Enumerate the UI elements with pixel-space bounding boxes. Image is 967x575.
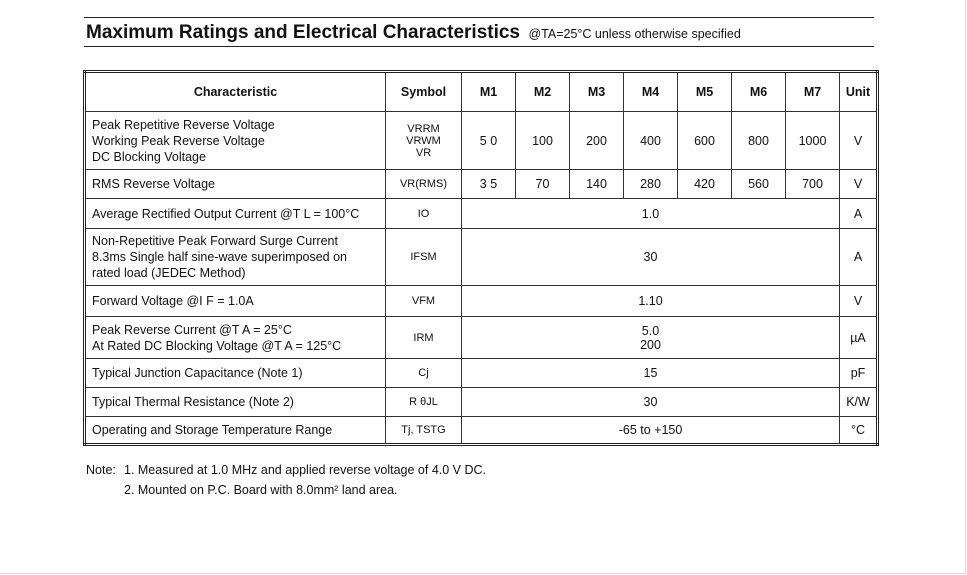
- value-cell-m2: 70: [516, 170, 570, 199]
- symbol-line: VR: [415, 146, 432, 159]
- value-cell-m3: 140: [570, 170, 624, 199]
- table-row: [85, 199, 878, 229]
- symbol-line: IO: [417, 207, 430, 220]
- symbol-line: Cj: [418, 367, 429, 379]
- merged-value-line: 200: [640, 337, 661, 352]
- unit-cell: V: [840, 286, 878, 317]
- value-cell-m7: 700: [786, 170, 840, 199]
- characteristic-line: DC Blocking Voltage: [92, 149, 206, 164]
- characteristic-line: RMS Reverse Voltage: [92, 177, 215, 191]
- header-m5: M5: [678, 72, 732, 112]
- merged-value-line: 15: [643, 366, 658, 380]
- value-cell-m1: 3 5: [462, 170, 516, 199]
- characteristic-line: Working Peak Reverse Voltage: [92, 133, 265, 148]
- symbol-line: IFSM: [410, 251, 437, 263]
- value-cell-m5: 420: [678, 170, 732, 199]
- note-item: 2. Mounted on P.C. Board with 8.0mm² land area.: [124, 483, 398, 497]
- characteristic-line: 8.3ms Single half sine-wave superimposed on: [92, 250, 347, 264]
- characteristic-cell: [85, 170, 386, 199]
- characteristic-cell: [85, 388, 386, 417]
- section-title: Maximum Ratings and Electrical Characteristics: [86, 22, 520, 43]
- title-underline: [84, 46, 874, 47]
- header-m3: M3: [570, 72, 624, 112]
- merged-value-cell: [462, 417, 840, 445]
- table-row: [85, 286, 878, 317]
- value-cell-m2: 100: [516, 112, 570, 170]
- merged-value-cell: [462, 286, 840, 317]
- symbol-cell: [386, 359, 462, 388]
- merged-value-line: 5.0: [641, 323, 660, 338]
- unit-cell: K/W: [840, 388, 878, 417]
- symbol-cell: [386, 317, 462, 359]
- symbol-cell: [386, 229, 462, 286]
- table-row: [85, 417, 878, 445]
- characteristic-cell: [85, 317, 386, 359]
- merged-value-line: 30: [643, 395, 658, 409]
- value-cell-m3: 200: [570, 112, 624, 170]
- unit-cell: A: [840, 199, 878, 229]
- symbol-line: VR(RMS): [399, 178, 448, 190]
- value-cell-m4: 400: [624, 112, 678, 170]
- characteristic-line: Operating and Storage Temperature Range: [92, 423, 333, 437]
- header-m6: M6: [732, 72, 786, 112]
- temperature-condition: @TA=25°C unless otherwise specified: [528, 27, 741, 41]
- merged-value-line: 1.0: [641, 206, 660, 221]
- table-row: [85, 317, 878, 359]
- symbol-cell: [386, 417, 462, 445]
- characteristic-line: Peak Reverse Current @T A = 25°C: [92, 322, 292, 337]
- header-characteristic: Characteristic: [85, 72, 386, 112]
- merged-value-line: 30: [643, 250, 658, 264]
- symbol-cell: [386, 388, 462, 417]
- characteristic-line: Forward Voltage @I F = 1.0A: [92, 294, 254, 308]
- value-cell-m6: 560: [732, 170, 786, 199]
- characteristic-line: Average Rectified Output Current @T L = 100°C: [92, 206, 360, 221]
- symbol-cell: [386, 112, 462, 170]
- characteristic-cell: [85, 199, 386, 229]
- merged-value-cell: [462, 229, 840, 286]
- table-row: [85, 170, 878, 199]
- characteristic-line: Typical Thermal Resistance (Note 2): [92, 395, 294, 409]
- characteristic-line: Peak Repetitive Reverse Voltage: [92, 117, 275, 132]
- unit-cell: °C: [840, 417, 878, 445]
- characteristic-cell: [85, 112, 386, 170]
- section-header: [86, 22, 741, 44]
- symbol-cell: [386, 286, 462, 317]
- symbol-line: VRWM: [406, 134, 441, 147]
- header-symbol: Symbol: [386, 72, 462, 112]
- characteristic-cell: [85, 359, 386, 388]
- header-unit: Unit: [840, 72, 878, 112]
- characteristic-line: At Rated DC Blocking Voltage @T A = 125°C: [92, 338, 342, 353]
- table-row: [85, 112, 878, 170]
- table-row: [85, 359, 878, 388]
- merged-value-line: -65 to +150: [618, 423, 683, 437]
- unit-cell: µA: [840, 317, 878, 359]
- merged-value-cell: [462, 317, 840, 359]
- symbol-line: R θJL: [409, 396, 438, 408]
- header-m2: M2: [516, 72, 570, 112]
- value-cell-m1: 5 0: [462, 112, 516, 170]
- characteristic-line: Typical Junction Capacitance (Note 1): [92, 366, 303, 380]
- ratings-table: [83, 70, 879, 446]
- header-m4: M4: [624, 72, 678, 112]
- merged-value-cell: [462, 199, 840, 229]
- value-cell-m5: 600: [678, 112, 732, 170]
- unit-cell: pF: [840, 359, 878, 388]
- value-cell-m6: 800: [732, 112, 786, 170]
- characteristic-line: Non-Repetitive Peak Forward Surge Current: [92, 234, 338, 248]
- value-cell-m7: 1000: [786, 112, 840, 170]
- symbol-line: Tj, TSTG: [401, 424, 446, 436]
- table-row: [85, 229, 878, 286]
- header-m7: M7: [786, 72, 840, 112]
- header-row: [85, 72, 878, 112]
- merged-value-cell: [462, 359, 840, 388]
- symbol-cell: [386, 199, 462, 229]
- value-cell-m4: 280: [624, 170, 678, 199]
- unit-cell: A: [840, 229, 878, 286]
- symbol-line: IRM: [413, 331, 434, 344]
- symbol-line: VFM: [411, 295, 436, 307]
- table-row: [85, 388, 878, 417]
- notes-label: Note:: [86, 463, 116, 477]
- merged-value-cell: [462, 388, 840, 417]
- characteristic-cell: [85, 229, 386, 286]
- unit-cell: V: [840, 170, 878, 199]
- characteristic-cell: [85, 417, 386, 445]
- characteristic-cell: [85, 286, 386, 317]
- note-item: 1. Measured at 1.0 MHz and applied reverse voltage of 4.0 V DC.: [124, 463, 486, 477]
- symbol-cell: [386, 170, 462, 199]
- top-rule: [84, 17, 874, 18]
- symbol-line: VRRM: [407, 122, 440, 135]
- merged-value-line: 1.10: [638, 294, 663, 308]
- characteristic-line: rated load (JEDEC Method): [92, 266, 246, 280]
- unit-cell: V: [840, 112, 878, 170]
- header-m1: M1: [462, 72, 516, 112]
